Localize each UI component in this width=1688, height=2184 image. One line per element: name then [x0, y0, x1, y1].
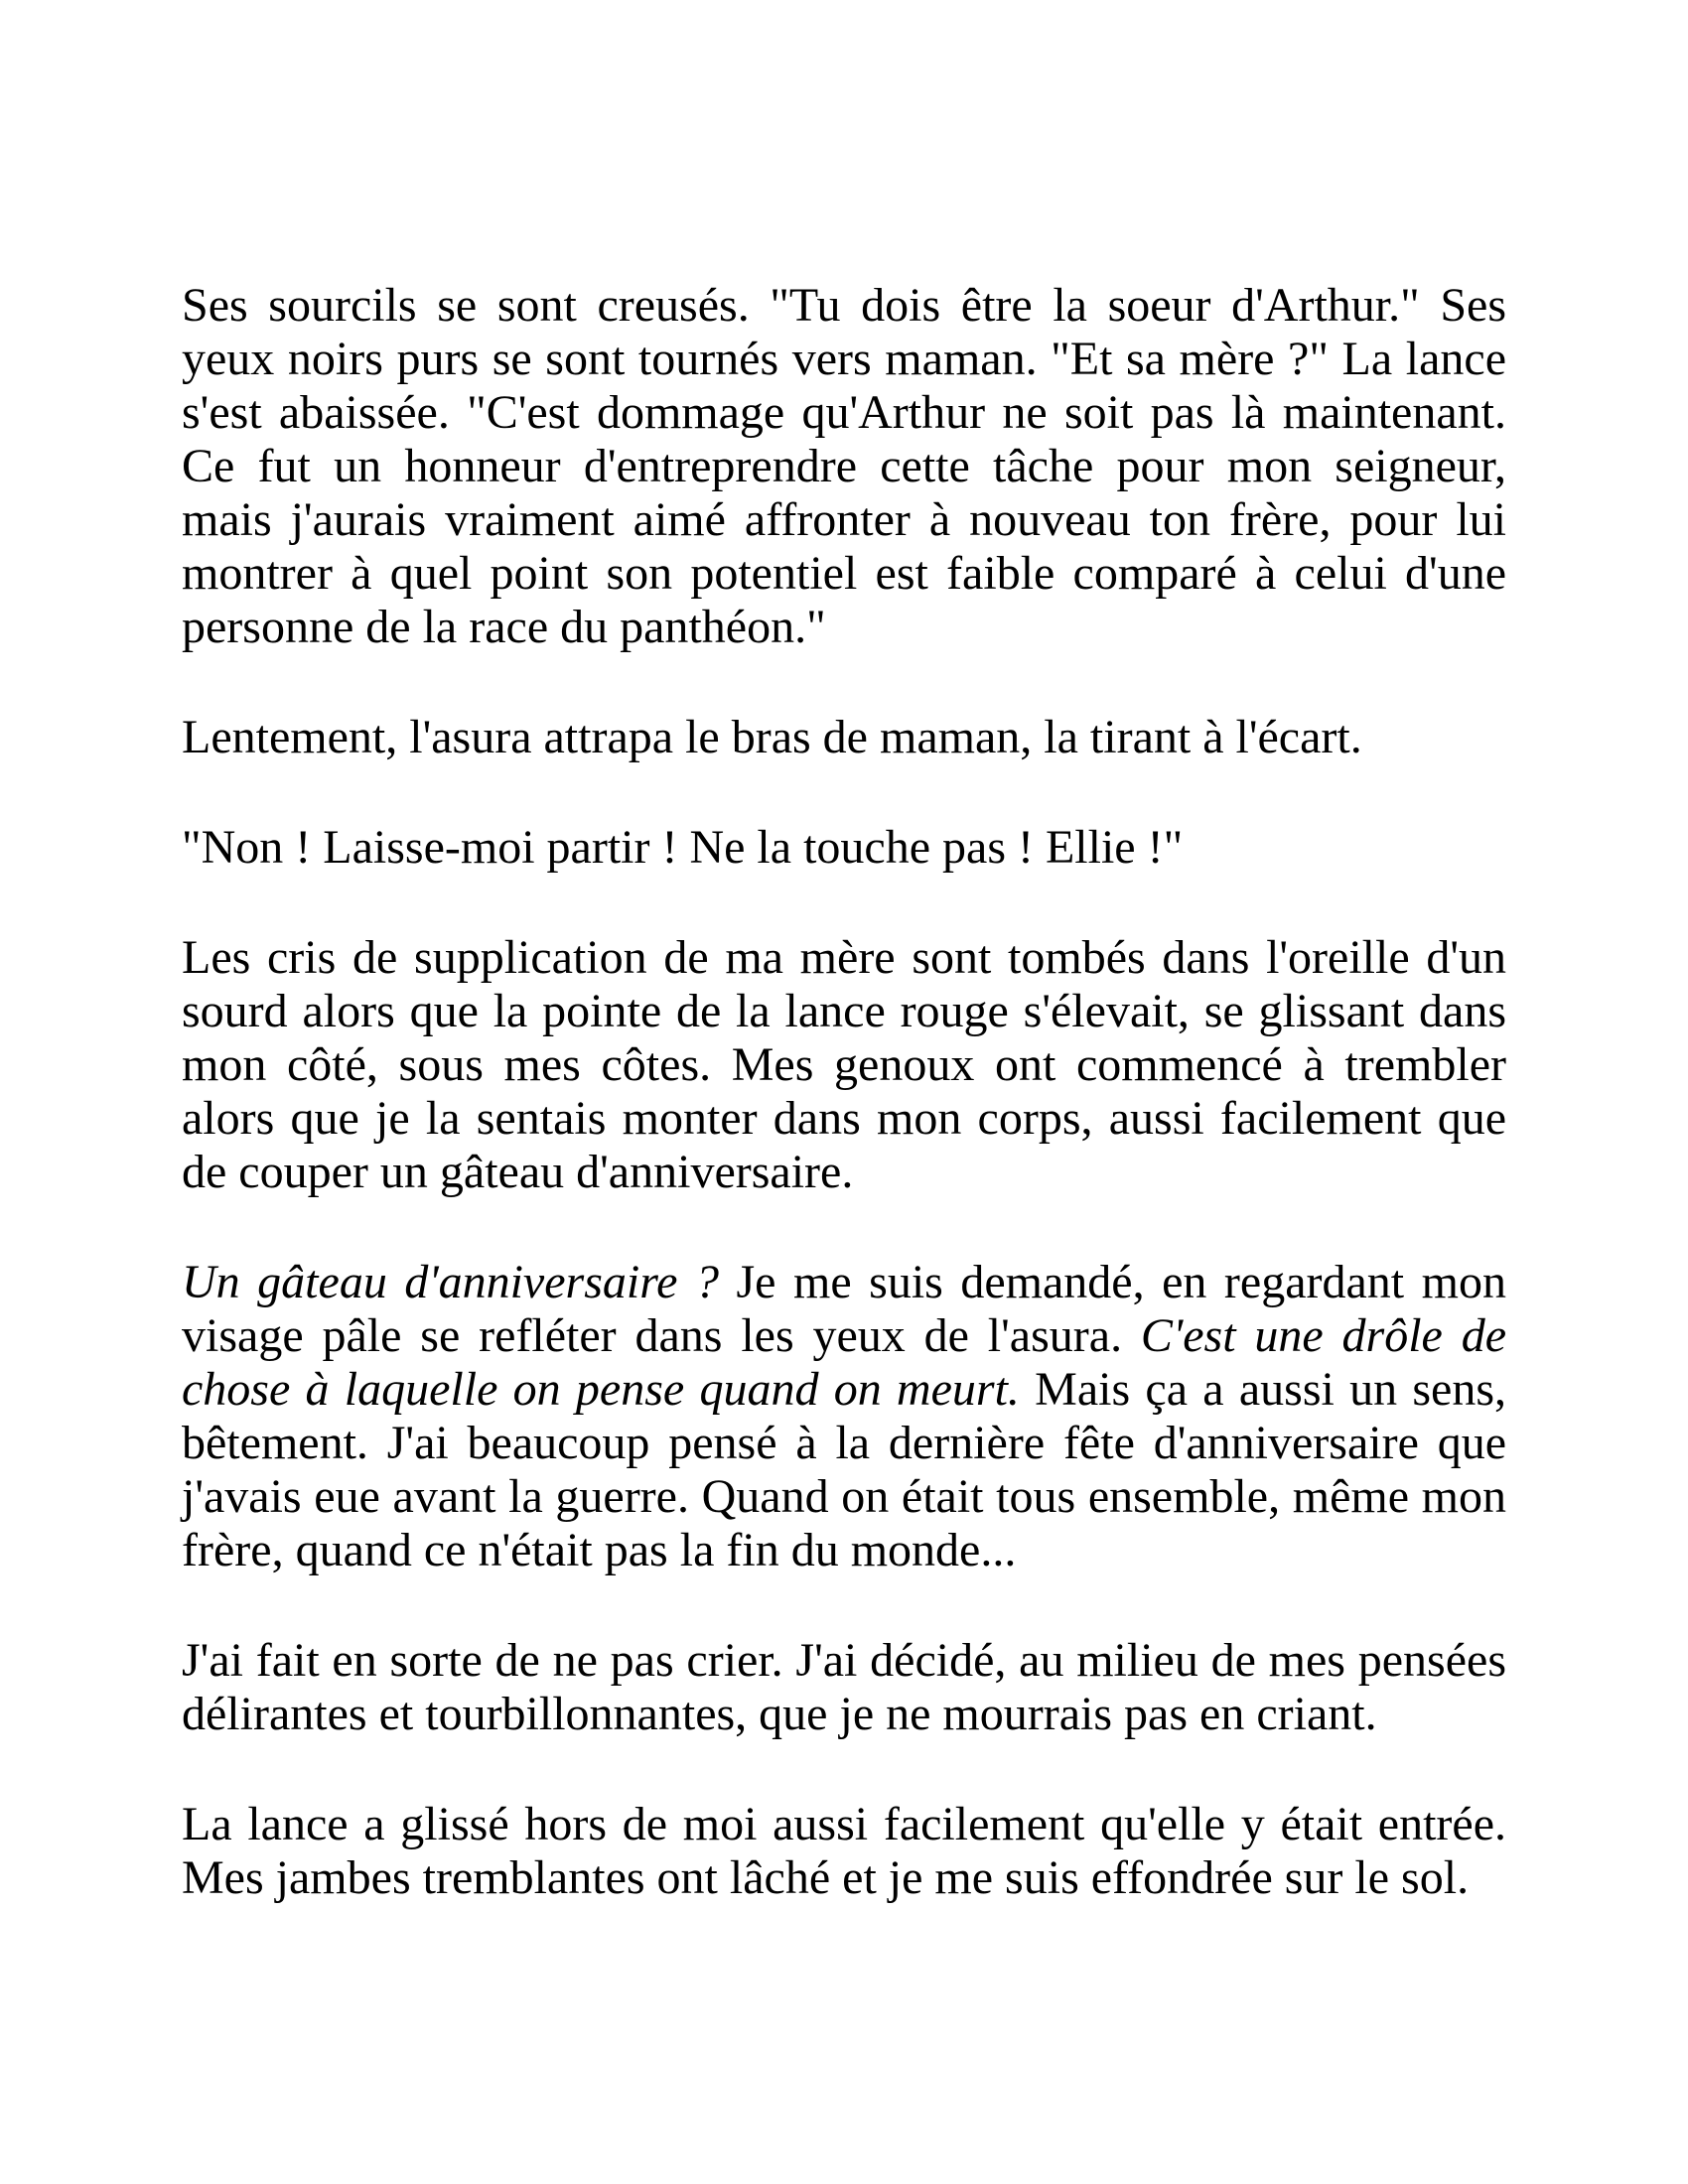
- text-run: Lentement, l'asura attrapa le bras de maman, la tirant à l'écart.: [182, 711, 1362, 763]
- paragraph-3: [182, 821, 1506, 875]
- text-body: [182, 279, 1506, 1962]
- paragraph-1: [182, 279, 1506, 654]
- text-run: Ses sourcils se sont creusés. "Tu dois être la soeur d'Arthur." Ses yeux noirs purs se sont tournés vers maman. "Et sa mère ?" La lance s'est abaissée. "C'est dommage qu'Arthur ne soit pas là maintenant. Ce fut un honneur d'entreprendre cette tâche pour mon seigneur, mais j'aurais vraiment aimé affronter à nouveau ton frère, pour lui montrer à quel point son potentiel est faible comparé à celui d'une personne de la race du panthéon.": [182, 279, 1506, 653]
- text-run: La lance a glissé hors de moi aussi facilement qu'elle y était entrée. Mes jambes tremblantes ont lâché et je me suis effondrée sur le sol.: [182, 1798, 1506, 1904]
- paragraph-4: [182, 931, 1506, 1199]
- text-run: "Non ! Laisse-moi partir ! Ne la touche pas ! Ellie !": [182, 821, 1184, 874]
- text-run: Les cris de supplication de ma mère sont tombés dans l'oreille d'un sourd alors que la pointe de la lance rouge s'élevait, se glissant dans mon côté, sous mes côtes. Mes genoux ont commencé à trembler alors que je la sentais monter dans mon corps, aussi facilement que de couper un gâteau d'anniversaire.: [182, 931, 1506, 1198]
- text-run-italic: C'est une drôle de chose à laquelle on pense quand on meurt.: [182, 1309, 1507, 1416]
- paragraph-7: [182, 1798, 1506, 1905]
- text-run: Je me suis demandé, en regardant mon visage pâle se refléter dans les yeux de l'asura.: [182, 1256, 1506, 1362]
- paragraph-2: [182, 711, 1506, 764]
- text-run-italic: Un gâteau d'anniversaire ?: [182, 1256, 719, 1308]
- text-run: J'ai fait en sorte de ne pas crier. J'ai décidé, au milieu de mes pensées délirantes et tourbillonnantes, que je ne mourrais pas en criant.: [182, 1634, 1506, 1740]
- paragraph-6: [182, 1634, 1506, 1741]
- paragraph-5: [182, 1256, 1506, 1577]
- text-run: Mais ça a aussi un sens, bêtement. J'ai beaucoup pensé à la dernière fête d'anniversaire que j'avais eue avant la guerre. Quand on était tous ensemble, même mon frère, quand ce n'était pas la fin du monde...: [182, 1363, 1506, 1576]
